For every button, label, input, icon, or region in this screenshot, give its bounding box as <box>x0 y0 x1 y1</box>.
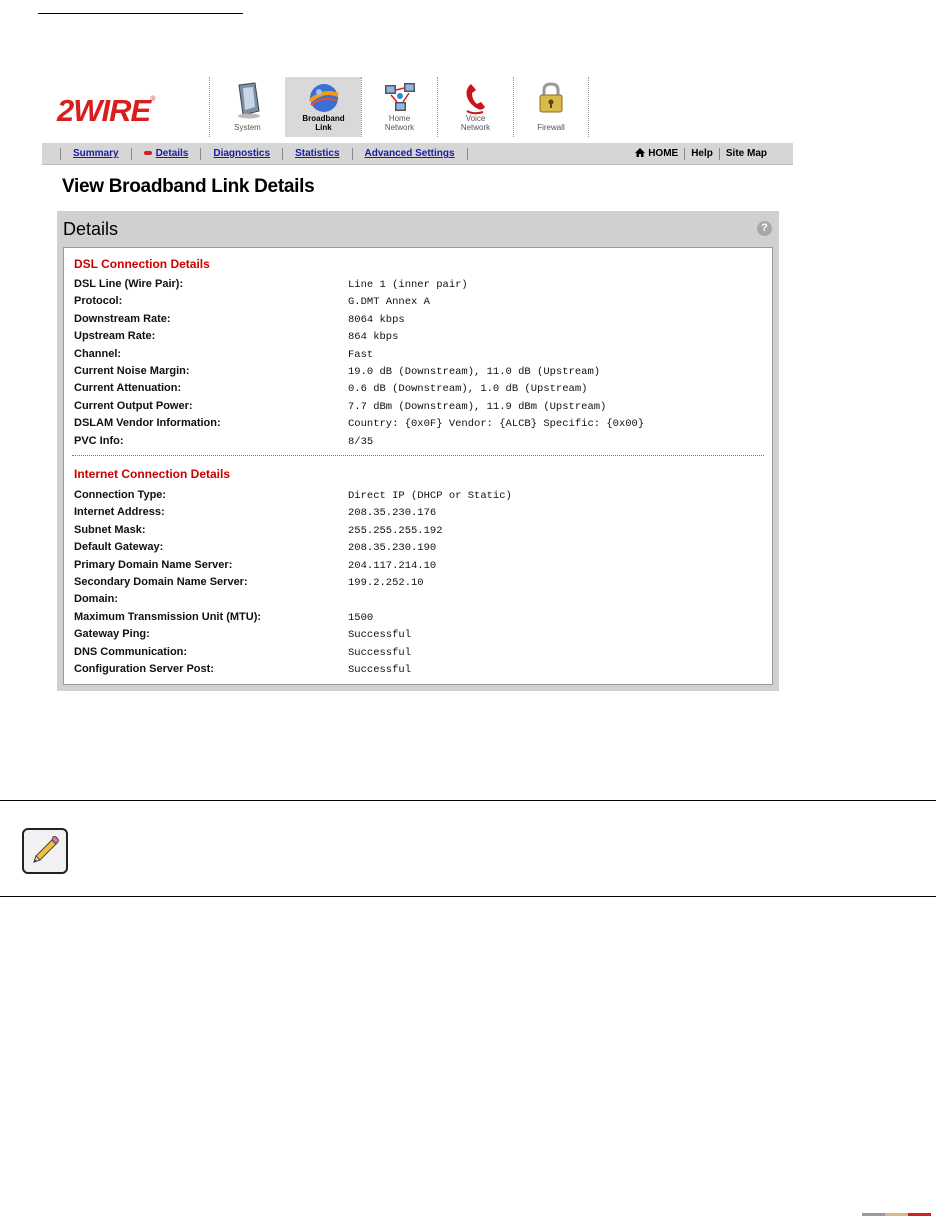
detail-label: DSLAM Vendor Information: <box>74 417 221 430</box>
detail-row <box>74 382 764 399</box>
detail-row <box>74 330 764 347</box>
detail-value: 19.0 dB (Downstream), 11.0 dB (Upstream) <box>348 366 601 378</box>
detail-value: 1500 <box>348 611 374 624</box>
detail-label: Domain: <box>74 593 118 606</box>
detail-value: Fast <box>348 348 374 361</box>
details-content <box>63 247 773 685</box>
details-panel <box>57 211 779 691</box>
detail-row <box>74 278 764 295</box>
footer-accent-tan <box>885 1213 908 1216</box>
subnav-advanced-settings[interactable]: Advanced Settings <box>352 148 467 160</box>
detail-value: Line 1 (inner pair) <box>348 279 468 291</box>
subnav-statistics[interactable]: Statistics <box>282 148 351 160</box>
detail-value: Country: {0x0F} Vendor: {ALCB} Specific: {0x00} <box>348 418 645 431</box>
dsl-section-heading: DSL Connection Details <box>74 257 210 271</box>
detail-label: Configuration Server Post: <box>74 663 214 675</box>
detail-row <box>74 611 764 628</box>
home-label: HOME <box>648 148 679 159</box>
detail-label: DNS Communication: <box>74 645 188 658</box>
detail-row <box>74 489 764 506</box>
logo-text: 2WIRE <box>57 93 151 128</box>
footer-accent-red <box>908 1213 931 1216</box>
firewall-lock-icon <box>535 81 567 120</box>
detail-value: 8/35 <box>348 435 374 448</box>
detail-row <box>74 400 764 417</box>
detail-value: 204.117.214.10 <box>348 559 437 572</box>
active-indicator-icon <box>144 151 152 155</box>
detail-label: Secondary Domain Name Server: <box>74 576 248 588</box>
tab-label: Firewall <box>537 123 565 132</box>
detail-label: PVC Info: <box>74 434 124 447</box>
detail-value: 208.35.230.190 <box>348 542 437 555</box>
detail-label: Gateway Ping: <box>74 628 150 641</box>
subnav-details-label: Details <box>155 148 189 159</box>
detail-row <box>74 593 764 610</box>
detail-row <box>74 559 764 576</box>
detail-value: 7.7 dBm (Downstream), 11.9 dBm (Upstream) <box>348 400 607 413</box>
pencil-note-icon <box>22 828 68 874</box>
top-rule <box>38 13 243 14</box>
detail-row <box>74 663 764 680</box>
detail-row <box>74 295 764 312</box>
detail-value: 8064 kbps <box>348 313 405 326</box>
detail-value: Direct IP (DHCP or Static) <box>348 490 512 502</box>
subnav-divider <box>467 148 468 160</box>
brand-logo[interactable] <box>57 93 197 128</box>
detail-label: Upstream Rate: <box>74 330 156 343</box>
detail-value: Successful <box>348 664 412 676</box>
detail-value: G.DMT Annex A <box>348 296 430 309</box>
detail-label: Current Output Power: <box>74 399 193 412</box>
internet-section-heading: Internet Connection Details <box>74 467 231 481</box>
tab-label: Home Network <box>384 114 415 132</box>
detail-value: 864 kbps <box>348 331 399 344</box>
detail-row <box>74 576 764 593</box>
detail-value: 199.2.252.10 <box>348 577 424 589</box>
detail-value: Successful <box>348 646 412 659</box>
tab-home-network[interactable] <box>361 77 437 137</box>
detail-label: Current Noise Margin: <box>74 365 190 377</box>
detail-row <box>74 417 764 434</box>
tab-system[interactable] <box>209 77 285 137</box>
detail-row <box>74 628 764 645</box>
detail-row <box>74 646 764 663</box>
home-icon <box>635 148 648 159</box>
section-divider <box>72 455 764 456</box>
detail-label: Channel: <box>74 347 122 360</box>
footer-accent-gray <box>862 1213 885 1216</box>
main-tabs <box>209 77 589 137</box>
detail-label: Internet Address: <box>74 506 165 519</box>
detail-row <box>74 313 764 330</box>
detail-label: Primary Domain Name Server: <box>74 558 233 571</box>
home-link[interactable] <box>629 148 684 160</box>
tab-label: System <box>234 123 261 132</box>
detail-row <box>74 348 764 365</box>
site-map-link[interactable]: Site Map <box>719 148 773 160</box>
detail-value: Successful <box>348 629 412 642</box>
detail-label: DSL Line (Wire Pair): <box>74 278 184 290</box>
registered-mark: ® <box>150 96 156 103</box>
tab-voice-network[interactable] <box>437 77 513 137</box>
detail-label: Protocol: <box>74 295 123 308</box>
tab-label: Voice Network <box>460 114 491 132</box>
sub-navigation <box>42 143 793 165</box>
detail-row <box>74 524 764 541</box>
detail-label: Connection Type: <box>74 489 167 501</box>
tab-broadband-link[interactable] <box>285 77 361 137</box>
subnav-diagnostics[interactable]: Diagnostics <box>200 148 282 160</box>
detail-value: 255.255.255.192 <box>348 524 443 537</box>
detail-row <box>74 365 764 382</box>
detail-label: Subnet Mask: <box>74 523 146 536</box>
detail-label: Maximum Transmission Unit (MTU): <box>74 610 262 623</box>
subnav-details[interactable] <box>131 148 201 160</box>
detail-label: Default Gateway: <box>74 541 164 554</box>
detail-label: Current Attenuation: <box>74 382 182 395</box>
subnav-summary[interactable]: Summary <box>60 148 131 160</box>
help-link[interactable]: Help <box>684 148 719 160</box>
note-top-rule <box>0 800 936 801</box>
panel-title: Details <box>63 219 119 239</box>
detail-value: 0.6 dB (Downstream), 1.0 dB (Upstream) <box>348 383 588 396</box>
note-bottom-rule <box>0 896 936 897</box>
detail-row <box>74 435 764 452</box>
tab-firewall[interactable] <box>513 77 589 137</box>
help-icon[interactable]: ? <box>757 221 772 236</box>
detail-label: Downstream Rate: <box>74 312 171 325</box>
detail-row <box>74 541 764 558</box>
detail-value: 208.35.230.176 <box>348 507 437 520</box>
tab-label: Broadband Link <box>302 114 345 132</box>
page-title: View Broadband Link Details <box>62 176 315 197</box>
detail-row <box>74 506 764 523</box>
system-icon <box>233 81 263 124</box>
